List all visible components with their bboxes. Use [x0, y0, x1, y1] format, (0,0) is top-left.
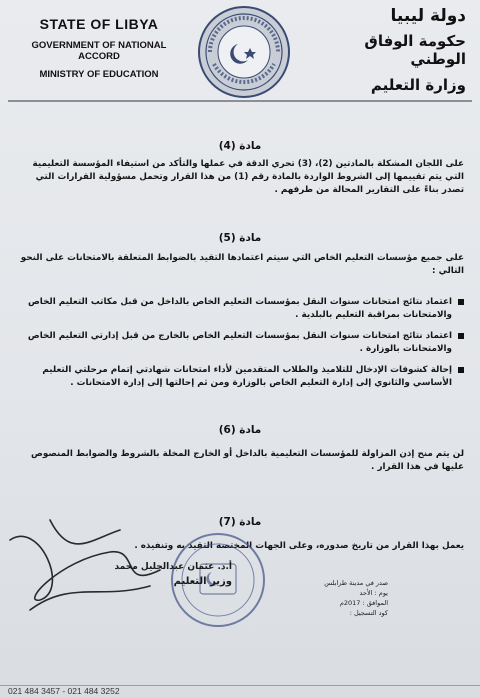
ministry-title-en: MINISTRY OF EDUCATION [39, 69, 159, 80]
state-title-en: STATE OF LIBYA [39, 16, 159, 32]
header-divider [8, 100, 472, 102]
government-title-en: GOVERNMENT OF NATIONAL ACCORD [31, 40, 167, 62]
ministry-title-ar: وزارة التعليم [370, 76, 466, 94]
issue-place: صدر في مدينة طرابلس [324, 579, 388, 587]
state-title-ar: دولة ليبيا [390, 6, 466, 26]
bullet-square-icon [458, 333, 464, 339]
bullet-text: إحالة كشوفات الإدخال للتلاميذ والطلاب المتقدمين لأداء امتحانات شهادتي إتمام مرحلتي التعليم الأساسي والثانوي إلى إدارة التعليم الخاص بالوزارة ومن ثم إحالتها إلى إدارة الامتحانات . [42, 365, 452, 388]
article-4-title: مادة (4) [218, 140, 262, 152]
signatory-title: وزير التعليم [173, 576, 232, 587]
header-english [14, 16, 184, 80]
article-7-text: يعمل بهذا القرار من تاريخ صدوره، وعلى الجهات المختصة التقيد به وتنفيذه . [134, 541, 464, 551]
issue-day: يوم : الأحد [359, 589, 388, 597]
footer-phone: 021 484 3457 - 021 484 3252 [8, 686, 120, 696]
list-item [16, 330, 464, 356]
article-6-text: لن يتم منح إذن المزاولة للمؤسسات التعليمية بالداخل أو الخارج المخلة بالشروط والضوابط المنصوص عليها في هذا القرار . [31, 449, 464, 472]
bullet-text: اعتماد نتائج امتحانات سنوات النقل بمؤسسات التعليم الخاص بالداخل من قبل مكاتب التعليم الخاص والامتحانات بمراقبة التعليم بالبلدية . [27, 297, 452, 320]
bullet-text: اعتماد نتائج امتحانات سنوات النقل بمؤسسات التعليم الخاص بالخارج من قبل إدارتي التعليم الخاص والامتحانات بالوزارة . [27, 331, 452, 354]
issue-date: الموافق : 2017م [339, 599, 388, 607]
bullet-square-icon [458, 299, 464, 305]
article-5-intro: على جميع مؤسسات التعليم الخاص التي سيتم اعتمادها التقيد بالضوابط المتعلقة بالامتحانات على النحو التالي : [20, 253, 464, 276]
list-item [16, 364, 464, 390]
list-item [16, 296, 464, 322]
article-5-bullet-list [16, 296, 464, 390]
header-arabic [306, 6, 466, 94]
signature-block [112, 562, 232, 587]
article-7-title: مادة (7) [218, 516, 262, 528]
government-title-ar: حكومة الوفاق الوطني [364, 32, 466, 68]
issue-date-block [248, 578, 388, 618]
state-seal-icon [196, 4, 292, 100]
article-4-text: على اللجان المشكلة بالمادتين (2)، (3) تحري الدقة في عملها والتأكد من استيفاء المؤسسة التعليمية التي يتم تقييمها إلى الشروط الواردة بالمادة رقم (1) من هذا القرار وتحمل مسؤولية القرارات التي تصدر بناءً على التقارير المحالة من طرفهم . [32, 159, 464, 195]
bullet-square-icon [458, 367, 464, 373]
registration-code: كود التسجيل : [349, 609, 388, 617]
signatory-name: أ.د. عثمان عبدالجليل محمد [114, 562, 232, 572]
article-5-title: مادة (5) [218, 232, 262, 244]
article-6-title: مادة (6) [218, 424, 262, 436]
